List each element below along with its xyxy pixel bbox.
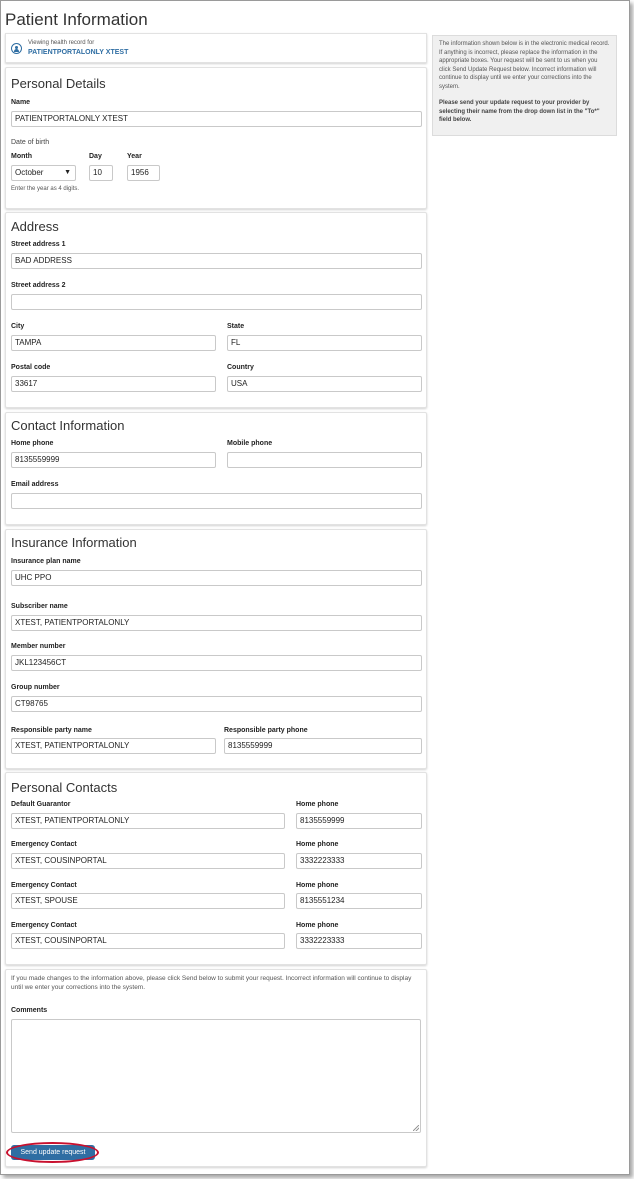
street1-input[interactable]: BAD ADDRESS <box>11 253 422 269</box>
street2-label: Street address 2 <box>11 282 66 289</box>
email-label: Email address <box>11 481 59 488</box>
year-label: Year <box>127 153 142 160</box>
month-value: October <box>15 168 44 177</box>
contact-name-input[interactable]: XTEST, COUSINPORTAL <box>11 853 285 869</box>
member-label: Member number <box>11 643 66 650</box>
day-label: Day <box>89 153 102 160</box>
dropdown-arrow-icon: ▼ <box>64 169 71 176</box>
subscriber-input[interactable]: XTEST, PATIENTPORTALONLY <box>11 615 422 631</box>
comments-textarea[interactable] <box>11 1019 421 1133</box>
plan-input[interactable]: UHC PPO <box>11 570 422 586</box>
contact-phone-label: Home phone <box>296 922 339 929</box>
email-input[interactable] <box>11 493 422 509</box>
responsible-party-name-input[interactable]: XTEST, PATIENTPORTALONLY <box>11 738 216 754</box>
month-select[interactable] <box>11 165 76 181</box>
contact-phone-label: Home phone <box>296 801 339 808</box>
contact-phone-label: Home phone <box>296 841 339 848</box>
postal-input[interactable]: 33617 <box>11 376 216 392</box>
subscriber-label: Subscriber name <box>11 603 68 610</box>
patient-name-link[interactable]: PATIENTPORTALONLY XTEST <box>28 49 129 56</box>
contact-role-label: Default Guarantor <box>11 801 71 808</box>
group-input[interactable]: CT98765 <box>11 696 422 712</box>
address-panel <box>5 212 427 408</box>
home-phone-label: Home phone <box>11 440 54 447</box>
resize-grip-icon[interactable] <box>413 1125 419 1131</box>
send-update-request-button[interactable]: Send update request <box>11 1145 95 1160</box>
street2-input[interactable] <box>11 294 422 310</box>
year-input[interactable]: 1956 <box>127 165 160 181</box>
viewing-caption: Viewing health record for <box>28 40 95 46</box>
highlight-ellipse <box>6 1142 99 1163</box>
postal-label: Postal code <box>11 364 51 371</box>
responsible-party-phone-label: Responsible party phone <box>224 727 308 734</box>
contact-panel <box>5 412 427 525</box>
section-title: Contact Information <box>11 418 125 433</box>
insurance-panel <box>5 529 427 769</box>
section-title: Insurance Information <box>11 535 137 550</box>
personal-contacts-panel <box>5 772 427 965</box>
section-title: Address <box>11 219 59 234</box>
country-input[interactable]: USA <box>227 376 422 392</box>
responsible-party-phone-input[interactable]: 8135559999 <box>224 738 422 754</box>
page-title: Patient Information <box>5 10 148 29</box>
contact-phone-input[interactable]: 8135559999 <box>296 813 422 829</box>
name-input[interactable]: PATIENTPORTALONLY XTEST <box>11 111 422 127</box>
home-phone-input[interactable]: 8135559999 <box>11 452 216 468</box>
contact-role-label: Emergency Contact <box>11 922 77 929</box>
contact-name-input[interactable]: XTEST, COUSINPORTAL <box>11 933 285 949</box>
responsible-party-name-label: Responsible party name <box>11 727 92 734</box>
contact-phone-label: Home phone <box>296 882 339 889</box>
contact-role-label: Emergency Contact <box>11 841 77 848</box>
viewing-record-banner <box>5 33 427 63</box>
contact-phone-input[interactable]: 3332223333 <box>296 853 422 869</box>
name-label: Name <box>11 99 31 106</box>
year-hint: Enter the year as 4 digits. <box>11 186 80 192</box>
info-instruction: Please send your update request to your provider by selecting their name from the drop down list in the "To*" field below. <box>439 100 600 123</box>
contact-name-input[interactable]: XTEST, PATIENTPORTALONLY <box>11 813 285 829</box>
contact-name-input[interactable]: XTEST, SPOUSE <box>11 893 285 909</box>
group-label: Group number <box>11 684 60 691</box>
mobile-phone-label: Mobile phone <box>227 440 273 447</box>
contact-role-label: Emergency Contact <box>11 882 77 889</box>
city-label: City <box>11 323 25 330</box>
month-label: Month <box>11 153 32 160</box>
section-title: Personal Contacts <box>11 780 118 795</box>
city-input[interactable]: TAMPA <box>11 335 216 351</box>
comments-label: Comments <box>11 1007 48 1014</box>
day-input[interactable]: 10 <box>89 165 113 181</box>
section-title: Personal Details <box>11 76 106 91</box>
user-circle-icon <box>11 43 22 54</box>
mobile-phone-input[interactable] <box>227 452 422 468</box>
state-label: State <box>227 323 245 330</box>
info-paragraph: The information shown below is in the electronic medical record. If anything is incorrect, please replace the information in the appropriate boxes. Your request will be sent to us when you click Send Update Request below. Incorrect information will continue to display until we enter your corrections into the system. <box>439 41 610 90</box>
personal-details-panel <box>5 67 427 209</box>
plan-label: Insurance plan name <box>11 558 81 565</box>
state-input[interactable]: FL <box>227 335 422 351</box>
submit-note: If you made changes to the information above, please click Send below to submit your request. Incorrect information will continue to display until we enter your corrections into the system. <box>11 975 412 991</box>
member-input[interactable]: JKL123456CT <box>11 655 422 671</box>
contact-phone-input[interactable]: 3332223333 <box>296 933 422 949</box>
country-label: Country <box>227 364 254 371</box>
dob-label: Date of birth <box>11 139 50 146</box>
contact-phone-input[interactable]: 8135551234 <box>296 893 422 909</box>
street1-label: Street address 1 <box>11 241 66 248</box>
info-sidebar <box>432 35 617 136</box>
